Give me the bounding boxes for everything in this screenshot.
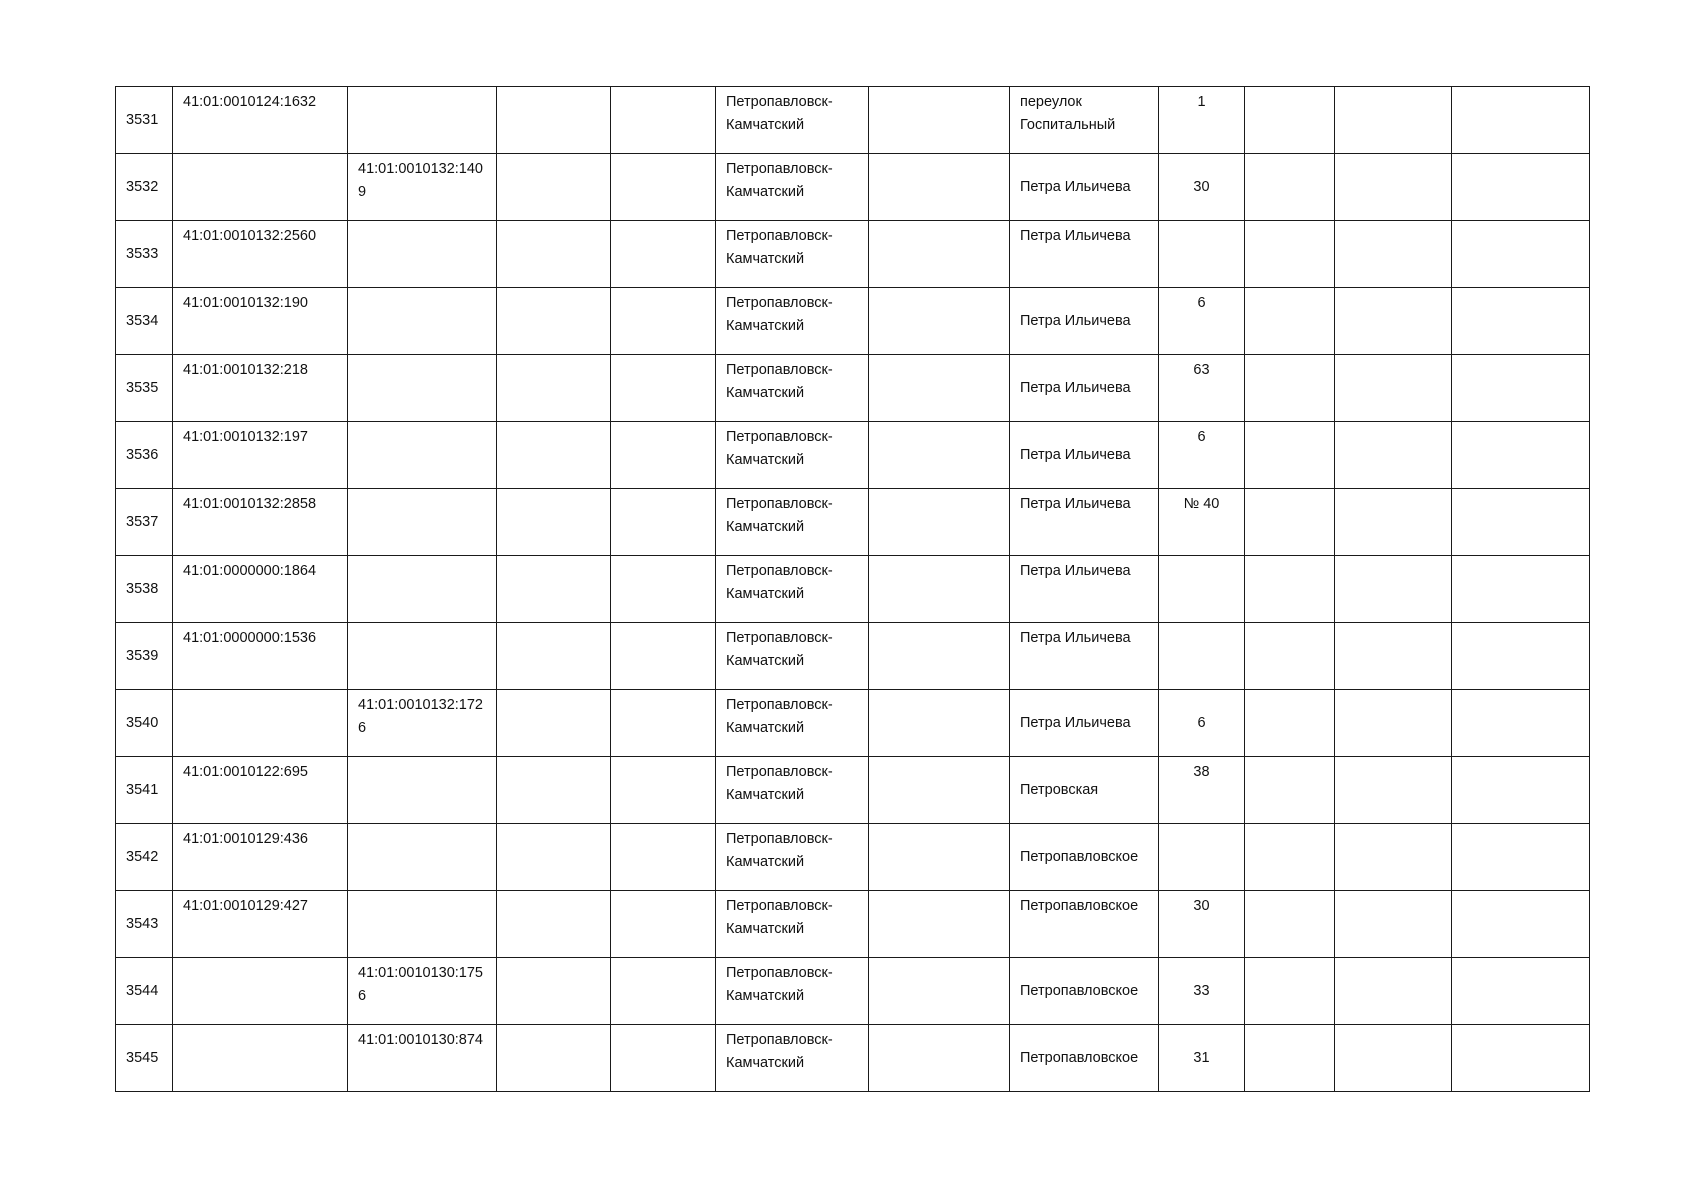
cadastral-land-cell — [173, 1025, 348, 1092]
street-cell — [1010, 288, 1159, 355]
cadastral-land-cell — [173, 154, 348, 221]
row-number-cell-text: 3531 — [126, 111, 159, 128]
cadastral-building-cell-text — [348, 422, 496, 426]
house-number-cell-text: 1 — [1197, 94, 1206, 110]
empty-cell — [611, 891, 716, 958]
table-row — [116, 355, 1590, 422]
street-cell — [1010, 958, 1159, 1025]
city-cell-text: Петропавловск-Камчатский — [726, 161, 833, 200]
empty-cell — [611, 690, 716, 757]
cadastral-building-cell-text — [348, 891, 496, 895]
row-number-cell-text: 3539 — [126, 647, 159, 664]
street-cell — [1010, 690, 1159, 757]
house-number-cell-text: 30 — [1193, 898, 1210, 914]
cadastral-land-cell-text: 41:01:0010132:2560 — [183, 228, 317, 244]
empty-cell — [611, 1025, 716, 1092]
cadastral-building-cell — [348, 891, 497, 958]
house-number-cell — [1159, 1025, 1245, 1092]
empty-cell — [1335, 757, 1452, 824]
empty-cell — [869, 489, 1010, 556]
empty-cell — [1335, 288, 1452, 355]
city-cell-text: Петропавловск-Камчатский — [726, 630, 833, 669]
empty-cell — [1335, 556, 1452, 623]
empty-cell — [611, 154, 716, 221]
empty-cell — [1452, 556, 1590, 623]
street-cell — [1010, 556, 1159, 623]
cadastral-building-cell-text — [348, 355, 496, 359]
row-number-cell — [116, 422, 173, 489]
row-number-cell-text: 3538 — [126, 580, 159, 597]
row-number-cell — [116, 489, 173, 556]
empty-cell — [1335, 221, 1452, 288]
street-cell-text: Петра Ильичева — [1020, 714, 1131, 731]
house-number-cell-text: № 40 — [1183, 496, 1220, 512]
empty-cell — [869, 422, 1010, 489]
row-number-cell-text: 3543 — [126, 915, 159, 932]
table-row — [116, 958, 1590, 1025]
empty-cell — [1335, 824, 1452, 891]
empty-cell — [1245, 891, 1335, 958]
empty-cell — [497, 154, 611, 221]
empty-cell — [1452, 288, 1590, 355]
row-number-cell-text: 3544 — [126, 982, 159, 999]
city-cell-text: Петропавловск-Камчатский — [726, 831, 833, 870]
empty-cell — [1452, 355, 1590, 422]
street-cell-text: Петра Ильичева — [1020, 228, 1131, 244]
row-number-cell — [116, 824, 173, 891]
row-number-cell — [116, 690, 173, 757]
cadastral-land-cell — [173, 288, 348, 355]
empty-cell — [1245, 221, 1335, 288]
street-cell-text: Петропавловское — [1020, 982, 1139, 999]
cadastral-building-cell-text: 41:01:0010132:1726 — [358, 697, 483, 736]
empty-cell — [869, 690, 1010, 757]
empty-cell — [1452, 154, 1590, 221]
empty-cell — [1335, 958, 1452, 1025]
city-cell — [716, 221, 869, 288]
empty-cell — [1335, 690, 1452, 757]
row-number-cell — [116, 1025, 173, 1092]
street-cell-text: Петра Ильичева — [1020, 630, 1131, 646]
empty-cell — [1335, 154, 1452, 221]
table-row — [116, 221, 1590, 288]
city-cell — [716, 422, 869, 489]
cadastral-building-cell — [348, 958, 497, 1025]
empty-cell — [497, 824, 611, 891]
empty-cell — [1452, 690, 1590, 757]
row-number-cell-text: 3545 — [126, 1049, 159, 1066]
house-number-cell-text: 63 — [1193, 362, 1210, 378]
house-number-cell — [1159, 355, 1245, 422]
empty-cell — [611, 958, 716, 1025]
empty-cell — [1245, 422, 1335, 489]
city-cell — [716, 355, 869, 422]
empty-cell — [497, 891, 611, 958]
row-number-cell — [116, 556, 173, 623]
row-number-cell — [116, 958, 173, 1025]
city-cell-text: Петропавловск-Камчатский — [726, 965, 833, 1004]
row-number-cell — [116, 757, 173, 824]
city-cell — [716, 757, 869, 824]
cadastral-land-cell-text: 41:01:0000000:1536 — [183, 630, 317, 646]
city-cell-text: Петропавловск-Камчатский — [726, 898, 833, 937]
table-row — [116, 288, 1590, 355]
city-cell-text: Петропавловск-Камчатский — [726, 228, 833, 267]
table-row — [116, 824, 1590, 891]
cadastral-land-cell — [173, 422, 348, 489]
cadastral-building-cell-text — [348, 87, 496, 91]
house-number-cell-text: 6 — [1197, 429, 1206, 445]
cadastral-building-cell — [348, 87, 497, 154]
table-row — [116, 1025, 1590, 1092]
table-row — [116, 690, 1590, 757]
empty-cell — [869, 623, 1010, 690]
row-number-cell — [116, 288, 173, 355]
empty-cell — [1452, 87, 1590, 154]
house-number-cell-text — [1159, 824, 1244, 828]
table-row — [116, 623, 1590, 690]
cadastral-building-cell — [348, 288, 497, 355]
cadastral-land-cell-text — [173, 690, 347, 694]
cadastral-building-cell-text — [348, 489, 496, 493]
empty-cell — [497, 556, 611, 623]
street-cell-text: Петропавловское — [1020, 1049, 1139, 1066]
house-number-cell — [1159, 288, 1245, 355]
empty-cell — [611, 757, 716, 824]
empty-cell — [1335, 422, 1452, 489]
city-cell-text: Петропавловск-Камчатский — [726, 764, 833, 803]
street-cell-text: Петра Ильичева — [1020, 312, 1131, 329]
empty-cell — [497, 355, 611, 422]
empty-cell — [1245, 623, 1335, 690]
cadastral-land-cell — [173, 824, 348, 891]
row-number-cell-text: 3534 — [126, 312, 159, 329]
row-number-cell — [116, 221, 173, 288]
street-cell-text: Петра Ильичева — [1020, 496, 1131, 512]
cadastral-building-cell-text — [348, 824, 496, 828]
empty-cell — [869, 958, 1010, 1025]
table-row — [116, 556, 1590, 623]
cadastral-building-cell — [348, 1025, 497, 1092]
cadastral-land-cell — [173, 690, 348, 757]
empty-cell — [497, 1025, 611, 1092]
empty-cell — [1245, 489, 1335, 556]
empty-cell — [1452, 1025, 1590, 1092]
city-cell — [716, 690, 869, 757]
cadastral-land-cell — [173, 355, 348, 422]
house-number-cell-text: 6 — [1197, 295, 1206, 311]
cadastral-land-cell-text — [173, 1025, 347, 1029]
row-number-cell — [116, 891, 173, 958]
house-number-cell-text: 30 — [1193, 178, 1210, 195]
street-cell — [1010, 422, 1159, 489]
street-cell-text: Петра Ильичева — [1020, 178, 1131, 195]
empty-cell — [1452, 757, 1590, 824]
empty-cell — [1245, 154, 1335, 221]
empty-cell — [1452, 489, 1590, 556]
row-number-cell-text: 3532 — [126, 178, 159, 195]
city-cell — [716, 154, 869, 221]
city-cell — [716, 489, 869, 556]
cadastral-land-cell-text: 41:01:0010129:427 — [183, 898, 308, 914]
cadastral-land-cell — [173, 489, 348, 556]
city-cell — [716, 288, 869, 355]
empty-cell — [1245, 288, 1335, 355]
row-number-cell-text: 3537 — [126, 513, 159, 530]
street-cell-text: Петровская — [1020, 781, 1099, 798]
empty-cell — [497, 958, 611, 1025]
street-cell — [1010, 1025, 1159, 1092]
cadastral-land-cell-text: 41:01:0010129:436 — [183, 831, 308, 847]
city-cell-text: Петропавловск-Камчатский — [726, 94, 833, 133]
row-number-cell — [116, 355, 173, 422]
table-row — [116, 87, 1590, 154]
street-cell — [1010, 154, 1159, 221]
cadastral-building-cell — [348, 690, 497, 757]
house-number-cell — [1159, 422, 1245, 489]
table-row — [116, 422, 1590, 489]
row-number-cell — [116, 87, 173, 154]
house-number-cell — [1159, 824, 1245, 891]
street-cell-text: Петра Ильичева — [1020, 563, 1131, 579]
house-number-cell — [1159, 623, 1245, 690]
house-number-cell-text — [1159, 556, 1244, 560]
street-cell — [1010, 355, 1159, 422]
cadastral-building-cell — [348, 623, 497, 690]
table-row — [116, 757, 1590, 824]
street-cell-text: Петропавловское — [1020, 848, 1139, 865]
city-cell — [716, 958, 869, 1025]
house-number-cell-text: 6 — [1197, 714, 1206, 731]
empty-cell — [1245, 824, 1335, 891]
cadastral-land-cell — [173, 87, 348, 154]
empty-cell — [1245, 757, 1335, 824]
street-cell — [1010, 757, 1159, 824]
empty-cell — [1335, 489, 1452, 556]
city-cell-text: Петропавловск-Камчатский — [726, 429, 833, 468]
empty-cell — [611, 623, 716, 690]
city-cell — [716, 1025, 869, 1092]
cadastral-building-cell — [348, 221, 497, 288]
empty-cell — [611, 556, 716, 623]
house-number-cell-text — [1159, 221, 1244, 225]
row-number-cell-text: 3542 — [126, 848, 159, 865]
house-number-cell-text: 31 — [1193, 1049, 1210, 1066]
cadastral-building-cell-text: 41:01:0010130:874 — [358, 1032, 483, 1048]
empty-cell — [611, 288, 716, 355]
table-body — [116, 87, 1590, 1092]
house-number-cell-text: 38 — [1193, 764, 1210, 780]
cadastral-building-cell — [348, 824, 497, 891]
empty-cell — [869, 891, 1010, 958]
empty-cell — [1452, 824, 1590, 891]
house-number-cell — [1159, 556, 1245, 623]
table-row — [116, 891, 1590, 958]
empty-cell — [1245, 690, 1335, 757]
cadastral-land-cell-text: 41:01:0000000:1864 — [183, 563, 317, 579]
cadastral-land-cell — [173, 221, 348, 288]
empty-cell — [1245, 958, 1335, 1025]
street-cell — [1010, 623, 1159, 690]
street-cell — [1010, 221, 1159, 288]
cadastral-land-cell-text: 41:01:0010132:197 — [183, 429, 308, 445]
empty-cell — [497, 690, 611, 757]
row-number-cell — [116, 623, 173, 690]
cadastral-land-cell-text: 41:01:0010132:190 — [183, 295, 308, 311]
city-cell-text: Петропавловск-Камчатский — [726, 697, 833, 736]
empty-cell — [869, 87, 1010, 154]
table-row — [116, 489, 1590, 556]
empty-cell — [1452, 623, 1590, 690]
empty-cell — [611, 422, 716, 489]
cadastral-land-cell — [173, 556, 348, 623]
cadastral-building-cell — [348, 154, 497, 221]
empty-cell — [1452, 422, 1590, 489]
empty-cell — [497, 489, 611, 556]
empty-cell — [497, 623, 611, 690]
cadastral-land-cell-text — [173, 958, 347, 962]
city-cell — [716, 556, 869, 623]
empty-cell — [611, 489, 716, 556]
empty-cell — [1452, 891, 1590, 958]
cadastral-land-cell-text: 41:01:0010122:695 — [183, 764, 308, 780]
street-cell — [1010, 87, 1159, 154]
cadastral-building-cell — [348, 757, 497, 824]
street-cell — [1010, 489, 1159, 556]
cadastral-land-cell — [173, 757, 348, 824]
cadastral-building-cell-text — [348, 556, 496, 560]
empty-cell — [1335, 87, 1452, 154]
street-cell-text: Петропавловское — [1020, 898, 1139, 914]
house-number-cell — [1159, 154, 1245, 221]
cadastral-building-cell — [348, 489, 497, 556]
row-number-cell-text: 3533 — [126, 245, 159, 262]
empty-cell — [1335, 891, 1452, 958]
cadastral-building-cell-text: 41:01:0010130:1756 — [358, 965, 483, 1004]
empty-cell — [497, 288, 611, 355]
city-cell — [716, 824, 869, 891]
city-cell — [716, 623, 869, 690]
empty-cell — [611, 824, 716, 891]
empty-cell — [497, 757, 611, 824]
cadastral-land-cell-text: 41:01:0010132:218 — [183, 362, 308, 378]
cadastral-land-cell-text: 41:01:0010124:1632 — [183, 94, 317, 110]
house-number-cell — [1159, 489, 1245, 556]
row-number-cell — [116, 154, 173, 221]
empty-cell — [611, 355, 716, 422]
empty-cell — [1335, 623, 1452, 690]
row-number-cell-text: 3541 — [126, 781, 159, 798]
empty-cell — [869, 556, 1010, 623]
cadastral-building-cell-text — [348, 757, 496, 761]
row-number-cell-text: 3536 — [126, 446, 159, 463]
house-number-cell — [1159, 757, 1245, 824]
empty-cell — [1245, 556, 1335, 623]
house-number-cell-text: 33 — [1193, 982, 1210, 999]
cadastral-land-cell — [173, 891, 348, 958]
city-cell-text: Петропавловск-Камчатский — [726, 295, 833, 334]
cadastral-land-cell — [173, 958, 348, 1025]
street-cell-text: переулок Госпитальный — [1020, 94, 1116, 133]
empty-cell — [1245, 355, 1335, 422]
empty-cell — [611, 221, 716, 288]
empty-cell — [869, 221, 1010, 288]
empty-cell — [1335, 1025, 1452, 1092]
city-cell-text: Петропавловск-Камчатский — [726, 1032, 833, 1071]
empty-cell — [869, 824, 1010, 891]
street-cell-text: Петра Ильичева — [1020, 379, 1131, 396]
street-cell-text: Петра Ильичева — [1020, 446, 1131, 463]
empty-cell — [497, 221, 611, 288]
cadastral-building-cell-text: 41:01:0010132:1409 — [358, 161, 483, 200]
empty-cell — [497, 422, 611, 489]
row-number-cell-text: 3540 — [126, 714, 159, 731]
house-number-cell — [1159, 221, 1245, 288]
cadastral-land-cell-text: 41:01:0010132:2858 — [183, 496, 317, 512]
cadastral-building-cell-text — [348, 221, 496, 225]
empty-cell — [869, 288, 1010, 355]
cadastral-land-cell-text — [173, 154, 347, 158]
city-cell — [716, 891, 869, 958]
empty-cell — [1335, 355, 1452, 422]
cadastral-building-cell — [348, 422, 497, 489]
cadastral-building-cell — [348, 556, 497, 623]
empty-cell — [1245, 87, 1335, 154]
cadastral-land-cell — [173, 623, 348, 690]
house-number-cell — [1159, 958, 1245, 1025]
city-cell — [716, 87, 869, 154]
empty-cell — [869, 355, 1010, 422]
cadastral-building-cell-text — [348, 288, 496, 292]
street-cell — [1010, 891, 1159, 958]
house-number-cell-text — [1159, 623, 1244, 627]
house-number-cell — [1159, 690, 1245, 757]
empty-cell — [869, 154, 1010, 221]
city-cell-text: Петропавловск-Камчатский — [726, 496, 833, 535]
empty-cell — [497, 87, 611, 154]
city-cell-text: Петропавловск-Камчатский — [726, 563, 833, 602]
empty-cell — [1245, 1025, 1335, 1092]
registry-table — [115, 86, 1590, 1092]
city-cell-text: Петропавловск-Камчатский — [726, 362, 833, 401]
table-row — [116, 154, 1590, 221]
house-number-cell — [1159, 891, 1245, 958]
empty-cell — [1452, 221, 1590, 288]
house-number-cell — [1159, 87, 1245, 154]
street-cell — [1010, 824, 1159, 891]
empty-cell — [611, 87, 716, 154]
cadastral-building-cell — [348, 355, 497, 422]
empty-cell — [869, 1025, 1010, 1092]
empty-cell — [869, 757, 1010, 824]
empty-cell — [1452, 958, 1590, 1025]
row-number-cell-text: 3535 — [126, 379, 159, 396]
cadastral-building-cell-text — [348, 623, 496, 627]
